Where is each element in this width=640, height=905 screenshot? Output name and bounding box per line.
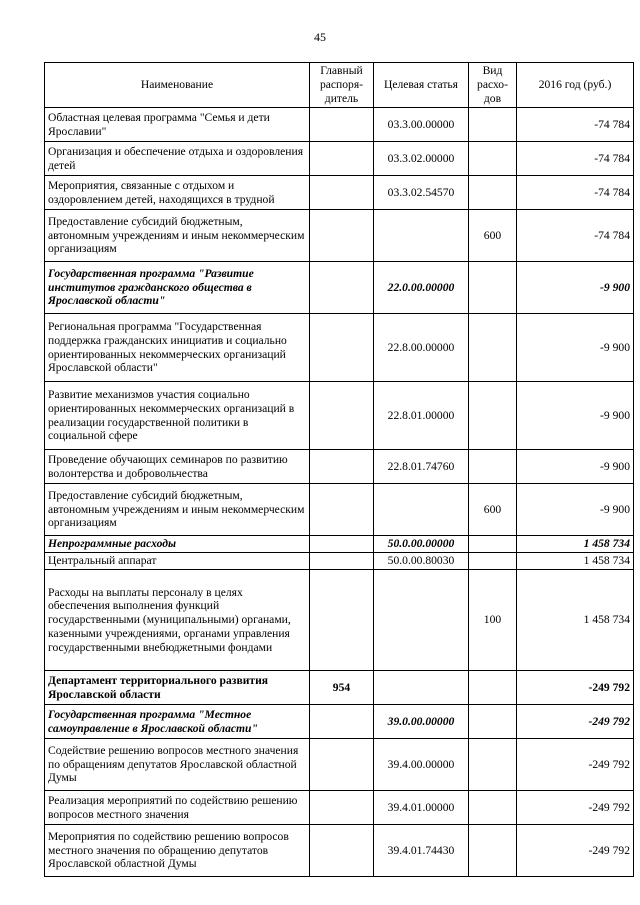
cell-admin [310,825,374,877]
cell-name: Государственная программа "Местное самоуправление в Ярославской области" [45,705,310,739]
cell-kind [469,825,517,877]
table-row [45,210,634,262]
cell-amount: -249 792 [517,671,634,705]
cell-name: Областная целевая программа "Семья и дети Ярославии" [45,108,310,142]
cell-admin [310,262,374,314]
cell-name: Содействие решению вопросов местного значения по обращениям депутатов Ярославской областной Думы [45,739,310,791]
cell-kind [469,536,517,553]
cell-article: 03.3.00.00000 [374,108,469,142]
table-row [45,108,634,142]
cell-article [374,210,469,262]
table-row [45,382,634,450]
cell-kind [469,739,517,791]
cell-amount: -74 784 [517,210,634,262]
cell-amount: -9 900 [517,450,634,484]
table-row [45,314,634,382]
cell-article: 03.3.02.00000 [374,142,469,176]
table-row [45,142,634,176]
cell-name: Организация и обеспечение отдыха и оздоровления детей [45,142,310,176]
cell-kind [469,176,517,210]
cell-admin [310,314,374,382]
cell-amount: -249 792 [517,739,634,791]
cell-name: Государственная программа "Развитие институтов гражданского общества в Ярославской области" [45,262,310,314]
cell-kind [469,262,517,314]
cell-kind [469,553,517,570]
cell-amount: -9 900 [517,314,634,382]
cell-amount: -74 784 [517,108,634,142]
header-article: Целевая статья [374,63,469,108]
table-row [45,262,634,314]
cell-kind [469,450,517,484]
cell-amount: -9 900 [517,382,634,450]
cell-article: 03.3.02.54570 [374,176,469,210]
table-row [45,825,634,877]
cell-admin [310,553,374,570]
cell-article: 22.0.00.00000 [374,262,469,314]
header-row [45,63,634,108]
table-row [45,484,634,536]
cell-article: 22.8.01.00000 [374,382,469,450]
table-header [45,63,634,108]
cell-amount: -74 784 [517,142,634,176]
cell-admin [310,142,374,176]
table-body [45,108,634,877]
budget-table [44,62,634,877]
cell-admin [310,210,374,262]
cell-admin [310,108,374,142]
cell-article [374,570,469,671]
cell-name: Реализация мероприятий по содействию решению вопросов местного значения [45,791,310,825]
cell-name: Проведение обучающих семинаров по развитию волонтерства и добровольчества [45,450,310,484]
cell-amount: -9 900 [517,262,634,314]
cell-article [374,671,469,705]
header-amount: 2016 год (руб.) [517,63,634,108]
table-row [45,450,634,484]
cell-admin [310,382,374,450]
cell-admin [310,536,374,553]
cell-name: Мероприятия по содействию решению вопросов местного значения по обращению депутатов Ярославской областной Думы [45,825,310,877]
cell-article: 22.8.00.00000 [374,314,469,382]
cell-name: Предоставление субсидий бюджетным, автономным учреждениям и иным некоммерческим организациям [45,484,310,536]
cell-name: Предоставление субсидий бюджетным, автономным учреждениям и иным некоммерческим организациям [45,210,310,262]
cell-kind: 600 [469,210,517,262]
cell-admin [310,450,374,484]
cell-article: 50.0.00.80030 [374,553,469,570]
cell-kind [469,382,517,450]
table-row [45,671,634,705]
cell-amount: -249 792 [517,705,634,739]
cell-admin [310,791,374,825]
cell-admin [310,570,374,671]
cell-kind [469,705,517,739]
table-row [45,791,634,825]
cell-article [374,484,469,536]
cell-amount: 1 458 734 [517,570,634,671]
table-row [45,553,634,570]
cell-amount: -74 784 [517,176,634,210]
cell-kind [469,142,517,176]
cell-article: 22.8.01.74760 [374,450,469,484]
cell-amount: -9 900 [517,484,634,536]
cell-name: Департамент территориального развития Ярославской области [45,671,310,705]
cell-admin [310,484,374,536]
cell-kind [469,108,517,142]
table-row [45,739,634,791]
cell-kind: 600 [469,484,517,536]
page-number: 45 [314,30,326,44]
table-row [45,536,634,553]
cell-article: 39.4.01.74430 [374,825,469,877]
cell-name: Центральный аппарат [45,553,310,570]
cell-amount: 1 458 734 [517,553,634,570]
cell-name: Расходы на выплаты персоналу в целях обеспечения выполнения функций государственными (муниципальными) органами, казенными учреждениями, органами управления государственными внебюджетными фондами [45,570,310,671]
cell-amount: -249 792 [517,791,634,825]
cell-name: Мероприятия, связанные с отдыхом и оздоровлением детей, находящихся в трудной [45,176,310,210]
header-admin: Главный распоря- дитель [310,63,374,108]
cell-article: 39.4.01.00000 [374,791,469,825]
cell-name: Региональная программа "Государственная поддержка гражданских инициатив и социально ориентированных некоммерческих организаций Ярославской области" [45,314,310,382]
cell-name: Непрограммные расходы [45,536,310,553]
cell-article: 39.4.00.00000 [374,739,469,791]
cell-admin [310,176,374,210]
cell-amount: -249 792 [517,825,634,877]
cell-kind [469,791,517,825]
cell-kind [469,314,517,382]
header-kind: Вид расхо- дов [469,63,517,108]
cell-article: 39.0.00.00000 [374,705,469,739]
cell-amount: 1 458 734 [517,536,634,553]
table-row [45,705,634,739]
cell-admin [310,705,374,739]
cell-admin: 954 [310,671,374,705]
cell-kind [469,671,517,705]
header-name: Наименование [45,63,310,108]
cell-admin [310,739,374,791]
table-row [45,570,634,671]
cell-article: 50.0.00.00000 [374,536,469,553]
cell-kind: 100 [469,570,517,671]
table-row [45,176,634,210]
cell-name: Развитие механизмов участия социально ориентированных некоммерческих организаций в реализации государственной политики в социальной сфере [45,382,310,450]
